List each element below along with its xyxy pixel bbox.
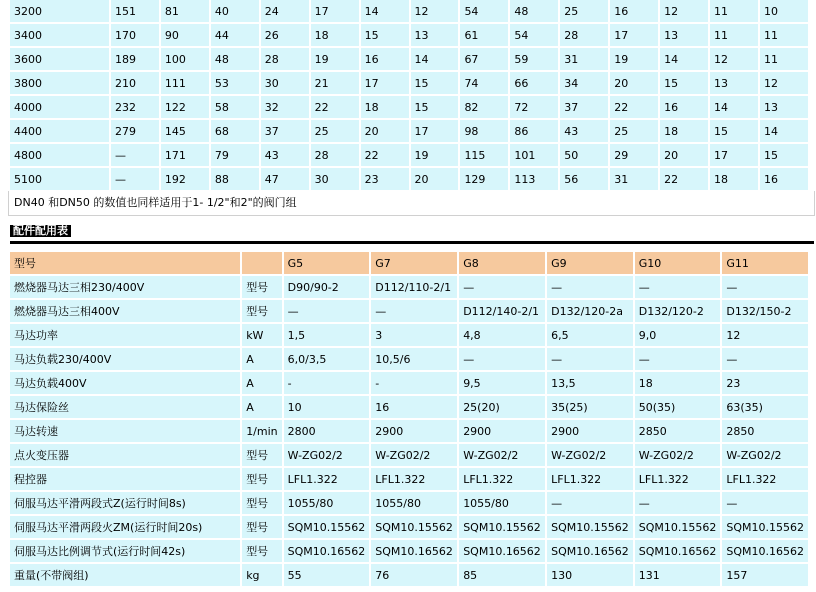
table-cell: 4400 <box>10 120 109 142</box>
table-cell: — <box>635 348 721 370</box>
table-cell: 74 <box>460 72 508 94</box>
flow-data-table <box>8 0 810 192</box>
table-cell: 59 <box>510 48 558 70</box>
table-cell: 12 <box>722 324 808 346</box>
table-cell: LFL1.322 <box>722 468 808 490</box>
table-row <box>10 300 808 322</box>
parameter-name-cell: 伺服马达平滑两段式Z(运行时间8s) <box>10 492 240 514</box>
table-cell: 72 <box>510 96 558 118</box>
table-cell: SQM10.15562 <box>635 516 721 538</box>
table-cell: 43 <box>560 120 608 142</box>
table-cell: 22 <box>361 144 409 166</box>
table-cell: 24 <box>261 0 309 22</box>
table-cell: 21 <box>311 72 359 94</box>
table-cell: 16 <box>760 168 808 190</box>
table-cell: 53 <box>211 72 259 94</box>
table-cell: 22 <box>610 96 658 118</box>
header-cell: G5 <box>284 252 370 274</box>
table-row <box>10 372 808 394</box>
table-cell: 1055/80 <box>284 492 370 514</box>
table-cell: D132/150-2 <box>722 300 808 322</box>
table-row <box>10 96 808 118</box>
table-cell: 25(20) <box>459 396 545 418</box>
table-cell: 23 <box>361 168 409 190</box>
table-cell: 17 <box>610 24 658 46</box>
header-cell: G7 <box>371 252 457 274</box>
table-cell: — <box>635 276 721 298</box>
table-cell: 3400 <box>10 24 109 46</box>
table-cell: 171 <box>161 144 209 166</box>
table-cell: 66 <box>510 72 558 94</box>
unit-cell: 1/min <box>242 420 281 442</box>
table-cell: 88 <box>211 168 259 190</box>
table-cell: 12 <box>660 0 708 22</box>
table-cell: 48 <box>510 0 558 22</box>
table-cell: SQM10.16562 <box>371 540 457 562</box>
table-cell: 6,5 <box>547 324 633 346</box>
section-divider <box>10 241 814 244</box>
table-cell: — <box>722 348 808 370</box>
table-cell: 50(35) <box>635 396 721 418</box>
unit-cell: 型号 <box>242 516 281 538</box>
table-cell: 111 <box>161 72 209 94</box>
table-cell: 63(35) <box>722 396 808 418</box>
table-cell: 13 <box>660 24 708 46</box>
table-cell: 151 <box>111 0 159 22</box>
parameter-name-cell: 马达负载230/400V <box>10 348 240 370</box>
table-cell: 115 <box>460 144 508 166</box>
header-cell: G8 <box>459 252 545 274</box>
table-cell: 14 <box>361 0 409 22</box>
table-cell: SQM10.16562 <box>459 540 545 562</box>
table-cell: 22 <box>311 96 359 118</box>
table-cell: 16 <box>361 48 409 70</box>
table-row <box>10 516 808 538</box>
table-cell: 2850 <box>635 420 721 442</box>
table-cell: LFL1.322 <box>459 468 545 490</box>
table-cell: 98 <box>460 120 508 142</box>
table-row <box>10 72 808 94</box>
table-cell: 22 <box>660 168 708 190</box>
table-cell: - <box>371 372 457 394</box>
table-cell: 15 <box>411 96 459 118</box>
parameter-name-cell: 马达转速 <box>10 420 240 442</box>
table-cell: 4000 <box>10 96 109 118</box>
table-cell: 28 <box>261 48 309 70</box>
table-cell: 28 <box>560 24 608 46</box>
table-cell: 10 <box>760 0 808 22</box>
unit-cell: 型号 <box>242 444 281 466</box>
table-cell: 32 <box>261 96 309 118</box>
table-cell: 130 <box>547 564 633 586</box>
header-cell: G9 <box>547 252 633 274</box>
table-cell: 10,5/6 <box>371 348 457 370</box>
table-cell: 101 <box>510 144 558 166</box>
unit-cell: A <box>242 348 281 370</box>
table-cell: LFL1.322 <box>547 468 633 490</box>
table-cell: — <box>284 300 370 322</box>
table-cell: 15 <box>760 144 808 166</box>
unit-cell: 型号 <box>242 468 281 490</box>
table-cell: 82 <box>460 96 508 118</box>
table-cell: 28 <box>311 144 359 166</box>
table-cell: 14 <box>710 96 758 118</box>
table-cell: SQM10.16562 <box>722 540 808 562</box>
table-cell: 37 <box>261 120 309 142</box>
table-cell: 19 <box>610 48 658 70</box>
table-cell: 30 <box>311 168 359 190</box>
table-cell: 14 <box>660 48 708 70</box>
table-cell: 170 <box>111 24 159 46</box>
table-cell: 16 <box>660 96 708 118</box>
header-cell: G10 <box>635 252 721 274</box>
table-cell: 81 <box>161 0 209 22</box>
table-cell: 54 <box>460 0 508 22</box>
table-cell: 18 <box>660 120 708 142</box>
table-cell: 13 <box>760 96 808 118</box>
table-cell: LFL1.322 <box>284 468 370 490</box>
table-cell: LFL1.322 <box>371 468 457 490</box>
table-cell: 279 <box>111 120 159 142</box>
table-cell: 13 <box>710 72 758 94</box>
parameter-name-cell: 点火变压器 <box>10 444 240 466</box>
table-cell: 4,8 <box>459 324 545 346</box>
table-cell: 18 <box>311 24 359 46</box>
table-cell: 12 <box>710 48 758 70</box>
table-cell: 15 <box>361 24 409 46</box>
table-cell: 16 <box>371 396 457 418</box>
table-cell: 31 <box>560 48 608 70</box>
table-cell: 14 <box>411 48 459 70</box>
table-cell: 232 <box>111 96 159 118</box>
section-title: 配件配用表 <box>10 225 71 237</box>
header-cell: G11 <box>722 252 808 274</box>
parameter-name-cell: 伺服马达比例调节式(运行时间42s) <box>10 540 240 562</box>
header-cell <box>242 252 281 274</box>
table-cell: 1055/80 <box>371 492 457 514</box>
table-cell: 131 <box>635 564 721 586</box>
table-cell: — <box>635 492 721 514</box>
table-cell: W-ZG02/2 <box>547 444 633 466</box>
table-cell: 13,5 <box>547 372 633 394</box>
table-cell: 58 <box>211 96 259 118</box>
table-cell: 2900 <box>547 420 633 442</box>
table-cell: LFL1.322 <box>635 468 721 490</box>
table-cell: SQM10.15562 <box>547 516 633 538</box>
table-cell: 113 <box>510 168 558 190</box>
table-cell: W-ZG02/2 <box>459 444 545 466</box>
table-cell: — <box>459 348 545 370</box>
table-cell: W-ZG02/2 <box>722 444 808 466</box>
table-cell: SQM10.16562 <box>635 540 721 562</box>
table-cell: 12 <box>411 0 459 22</box>
table-cell: 34 <box>560 72 608 94</box>
table-cell: 2900 <box>371 420 457 442</box>
table-cell: 44 <box>211 24 259 46</box>
table-cell: — <box>547 276 633 298</box>
table-cell: 17 <box>710 144 758 166</box>
table-cell: 18 <box>361 96 409 118</box>
table-cell: — <box>459 276 545 298</box>
table-cell: 20 <box>361 120 409 142</box>
table-cell: W-ZG02/2 <box>635 444 721 466</box>
table-cell: W-ZG02/2 <box>371 444 457 466</box>
table-cell: 76 <box>371 564 457 586</box>
table-cell: 47 <box>261 168 309 190</box>
table-cell: 48 <box>211 48 259 70</box>
table-cell: 67 <box>460 48 508 70</box>
table-cell: 3600 <box>10 48 109 70</box>
unit-cell: kW <box>242 324 281 346</box>
table-row <box>10 276 808 298</box>
table-cell: 56 <box>560 168 608 190</box>
table-cell: 40 <box>211 0 259 22</box>
table-cell: SQM10.16562 <box>547 540 633 562</box>
table-cell: SQM10.15562 <box>371 516 457 538</box>
table-cell: 192 <box>161 168 209 190</box>
table-cell: 5100 <box>10 168 109 190</box>
table-cell: 11 <box>710 24 758 46</box>
table-cell: 2850 <box>722 420 808 442</box>
table-cell: D90/90-2 <box>284 276 370 298</box>
table-cell: 31 <box>610 168 658 190</box>
table-cell: 100 <box>161 48 209 70</box>
table-cell: 19 <box>411 144 459 166</box>
table-row <box>10 144 808 166</box>
table-cell: 20 <box>411 168 459 190</box>
table-row <box>10 324 808 346</box>
table-cell: 3800 <box>10 72 109 94</box>
table-row <box>10 24 808 46</box>
table-cell: 1055/80 <box>459 492 545 514</box>
table-cell: — <box>111 168 159 190</box>
table-cell: 68 <box>211 120 259 142</box>
table-cell: D112/110-2/1 <box>371 276 457 298</box>
table-cell: 25 <box>560 0 608 22</box>
unit-cell: A <box>242 372 281 394</box>
table-cell: 25 <box>311 120 359 142</box>
table-cell: 12 <box>760 72 808 94</box>
table-row <box>10 396 808 418</box>
table-cell: 16 <box>610 0 658 22</box>
table-cell: SQM10.16562 <box>284 540 370 562</box>
table-row <box>10 0 808 22</box>
table-cell: 18 <box>635 372 721 394</box>
table-cell: 122 <box>161 96 209 118</box>
table-cell: D112/140-2/1 <box>459 300 545 322</box>
table-cell: 129 <box>460 168 508 190</box>
table-cell: 79 <box>211 144 259 166</box>
header-cell: 型号 <box>10 252 240 274</box>
table-cell: 17 <box>411 120 459 142</box>
table-cell: — <box>547 348 633 370</box>
table-cell: 43 <box>261 144 309 166</box>
parameter-name-cell: 程控器 <box>10 468 240 490</box>
table-cell: — <box>547 492 633 514</box>
table-cell: 25 <box>610 120 658 142</box>
table-cell: 15 <box>710 120 758 142</box>
table-cell: - <box>284 372 370 394</box>
table-cell: SQM10.15562 <box>459 516 545 538</box>
unit-cell: A <box>242 396 281 418</box>
table-cell: 9,5 <box>459 372 545 394</box>
table-cell: 23 <box>722 372 808 394</box>
table-cell: 29 <box>610 144 658 166</box>
unit-cell: 型号 <box>242 492 281 514</box>
table-cell: 2800 <box>284 420 370 442</box>
table-cell: 20 <box>610 72 658 94</box>
unit-cell: 型号 <box>242 300 281 322</box>
table-cell: 15 <box>411 72 459 94</box>
table-row <box>10 168 808 190</box>
table-cell: 17 <box>361 72 409 94</box>
parameter-name-cell: 伺服马达平滑两段火ZM(运行时间20s) <box>10 516 240 538</box>
table-cell: D132/120-2a <box>547 300 633 322</box>
table-cell: 86 <box>510 120 558 142</box>
table-cell: — <box>722 492 808 514</box>
table-cell: 3 <box>371 324 457 346</box>
spec-table-header <box>10 252 808 274</box>
unit-cell: 型号 <box>242 540 281 562</box>
table-cell: 14 <box>760 120 808 142</box>
table-cell: 11 <box>760 48 808 70</box>
table-row <box>10 564 808 586</box>
table-cell: — <box>111 144 159 166</box>
table-cell: 18 <box>710 168 758 190</box>
parameter-name-cell: 马达保险丝 <box>10 396 240 418</box>
table-cell: 145 <box>161 120 209 142</box>
table-row <box>10 444 808 466</box>
table-cell: 6,0/3,5 <box>284 348 370 370</box>
accessory-spec-table <box>8 250 810 588</box>
table-cell: 85 <box>459 564 545 586</box>
table-row <box>10 48 808 70</box>
table-cell: 13 <box>411 24 459 46</box>
table-cell: 61 <box>460 24 508 46</box>
footnote: DN40 和DN50 的数值也同样适用于1- 1/2"和2"的阀门组 <box>8 191 815 216</box>
table-cell: 55 <box>284 564 370 586</box>
table-cell: SQM10.15562 <box>284 516 370 538</box>
table-cell: 26 <box>261 24 309 46</box>
unit-cell: 型号 <box>242 276 281 298</box>
table-row <box>10 468 808 490</box>
table-cell: 17 <box>311 0 359 22</box>
table-cell: D132/120-2 <box>635 300 721 322</box>
table-cell: 11 <box>760 24 808 46</box>
table-cell: 90 <box>161 24 209 46</box>
table-cell: 189 <box>111 48 159 70</box>
table-cell: — <box>371 300 457 322</box>
table-cell: 35(25) <box>547 396 633 418</box>
table-cell: 37 <box>560 96 608 118</box>
table-cell: — <box>722 276 808 298</box>
table-row <box>10 492 808 514</box>
table-row <box>10 348 808 370</box>
parameter-name-cell: 马达功率 <box>10 324 240 346</box>
table-row <box>10 540 808 562</box>
table-cell: 54 <box>510 24 558 46</box>
unit-cell: kg <box>242 564 281 586</box>
table-cell: 15 <box>660 72 708 94</box>
parameter-name-cell: 燃烧器马达三相230/400V <box>10 276 240 298</box>
parameter-name-cell: 燃烧器马达三相400V <box>10 300 240 322</box>
table-cell: 50 <box>560 144 608 166</box>
table-cell: 2900 <box>459 420 545 442</box>
table-row <box>10 420 808 442</box>
table-cell: 9,0 <box>635 324 721 346</box>
table-cell: 20 <box>660 144 708 166</box>
table-cell: 4800 <box>10 144 109 166</box>
table-cell: 10 <box>284 396 370 418</box>
table-cell: SQM10.15562 <box>722 516 808 538</box>
table-cell: W-ZG02/2 <box>284 444 370 466</box>
table-row <box>10 120 808 142</box>
table-cell: 11 <box>710 0 758 22</box>
table-cell: 3200 <box>10 0 109 22</box>
table-cell: 210 <box>111 72 159 94</box>
table-cell: 19 <box>311 48 359 70</box>
table-cell: 30 <box>261 72 309 94</box>
parameter-name-cell: 重量(不带阀组) <box>10 564 240 586</box>
parameter-name-cell: 马达负载400V <box>10 372 240 394</box>
table-cell: 157 <box>722 564 808 586</box>
table-cell: 1,5 <box>284 324 370 346</box>
